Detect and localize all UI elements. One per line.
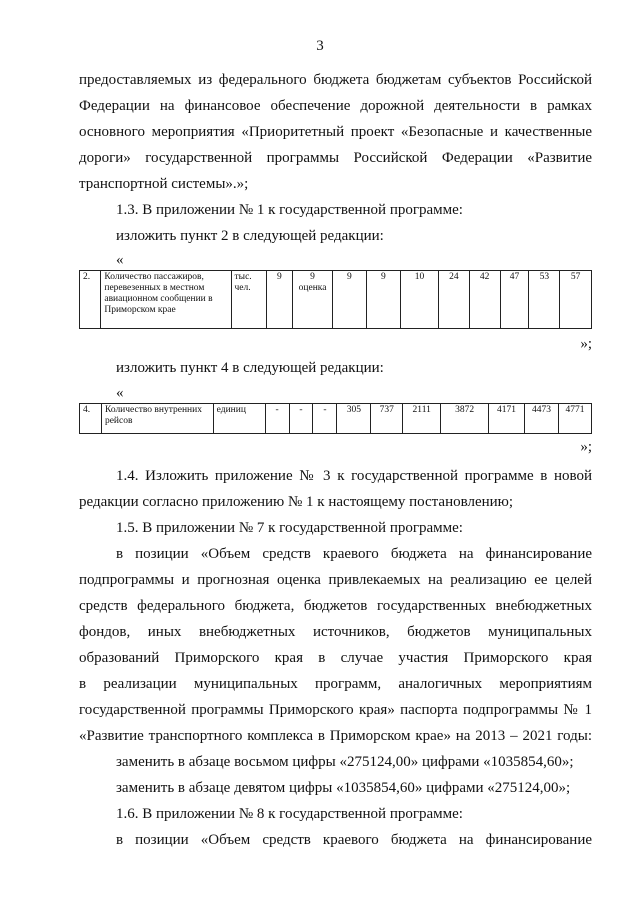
value-cell: 2111 [403,404,441,434]
value-cell: 24 [439,271,470,329]
paragraph-line: в позиции «Объем средств краевого бюджета на финансирование [116,832,592,848]
value-cell: - [265,404,289,434]
row-number: 4. [80,404,102,434]
unit-cell: тыс. чел. [231,271,266,329]
indicator-table-point-2 [79,270,592,329]
paragraph-line: в позиции «Объем средств краевого бюджета на финансирование [116,546,592,562]
value-cell: - [313,404,337,434]
value-cell: 53 [529,271,560,329]
value-cell: - [289,404,313,434]
paragraph-line: «Развитие транспортного комплекса в Приморском крае» на 2013 – 2021 годы: [79,728,592,744]
paragraph-line: предоставляемых из федерального бюджета бюджетам субъектов Российской [79,72,592,88]
open-quote: « [116,385,124,401]
paragraph-line: основного мероприятия «Приоритетный проект «Безопасные и качественные [79,124,592,140]
paragraph-line: в реализации муниципальных программ, аналогичных мероприятиям [79,676,592,692]
paragraph-line: транспортной системы».»; [79,176,249,192]
value-cell: 4171 [489,404,525,434]
item-heading: 1.5. В приложении № 7 к государственной программе: [116,520,463,536]
value-cell: 9 [266,271,293,329]
value-cell: 9 оценка [293,271,333,329]
value-cell: 42 [469,271,500,329]
value-cell: 47 [500,271,529,329]
close-quote: »; [580,439,592,455]
sub-instruction: изложить пункт 4 в следующей редакции: [116,360,384,376]
item-heading: 1.3. В приложении № 1 к государственной программе: [116,202,463,218]
value-cell: 10 [400,271,438,329]
row-number: 2. [80,271,101,329]
paragraph-line: образований Приморского края в случае участия Приморского края [79,650,592,666]
value-cell: 4771 [558,404,591,434]
value-cell: 9 [366,271,400,329]
close-quote: »; [580,336,592,352]
indicator-table-point-4 [79,403,592,434]
paragraph-line: 1.4. Изложить приложение № 3 к государственной программе в новой [116,468,592,484]
value-cell: 305 [337,404,371,434]
paragraph-line: подпрограммы и прогнозная оценка привлекаемых на реализацию ее целей [79,572,592,588]
paragraph-line: фондов, иных внебюджетных источников, бюджетов муниципальных [79,624,592,640]
paragraph-line: редакции согласно приложению № 1 к настоящему постановлению; [79,494,514,510]
value-cell: 737 [371,404,403,434]
paragraph-line: дороги» государственной программы Российской Федерации «Развитие [79,150,592,166]
indicator-name: Количество пассажиров, перевезенных в местном авиационном сообщении в Приморском крае [101,271,231,329]
item-heading: 1.6. В приложении № 8 к государственной программе: [116,806,463,822]
value-cell: 57 [560,271,592,329]
paragraph-line: Федерации на финансовое обеспечение дорожной деятельности в рамках [79,98,592,114]
sub-instruction: изложить пункт 2 в следующей редакции: [116,228,384,244]
indicator-name: Количество внутренних рейсов [101,404,213,434]
table-row [80,404,592,434]
value-cell: 3872 [441,404,489,434]
value-cell: 4473 [525,404,559,434]
table-row [80,271,592,329]
paragraph-line: заменить в абзаце восьмом цифры «275124,00» цифрами «1035854,60»; [116,754,574,770]
unit-cell: единиц [213,404,265,434]
page-number: 3 [316,38,324,54]
paragraph-line: средств федерального бюджета, бюджетов государственных внебюджетных [79,598,592,614]
paragraph-line: заменить в абзаце девятом цифры «1035854,60» цифрами «275124,00»; [116,780,571,796]
open-quote: « [116,252,124,268]
paragraph-line: государственной программы Приморского края» паспорта подпрограммы № 1 [79,702,592,718]
value-cell: 9 [332,271,366,329]
